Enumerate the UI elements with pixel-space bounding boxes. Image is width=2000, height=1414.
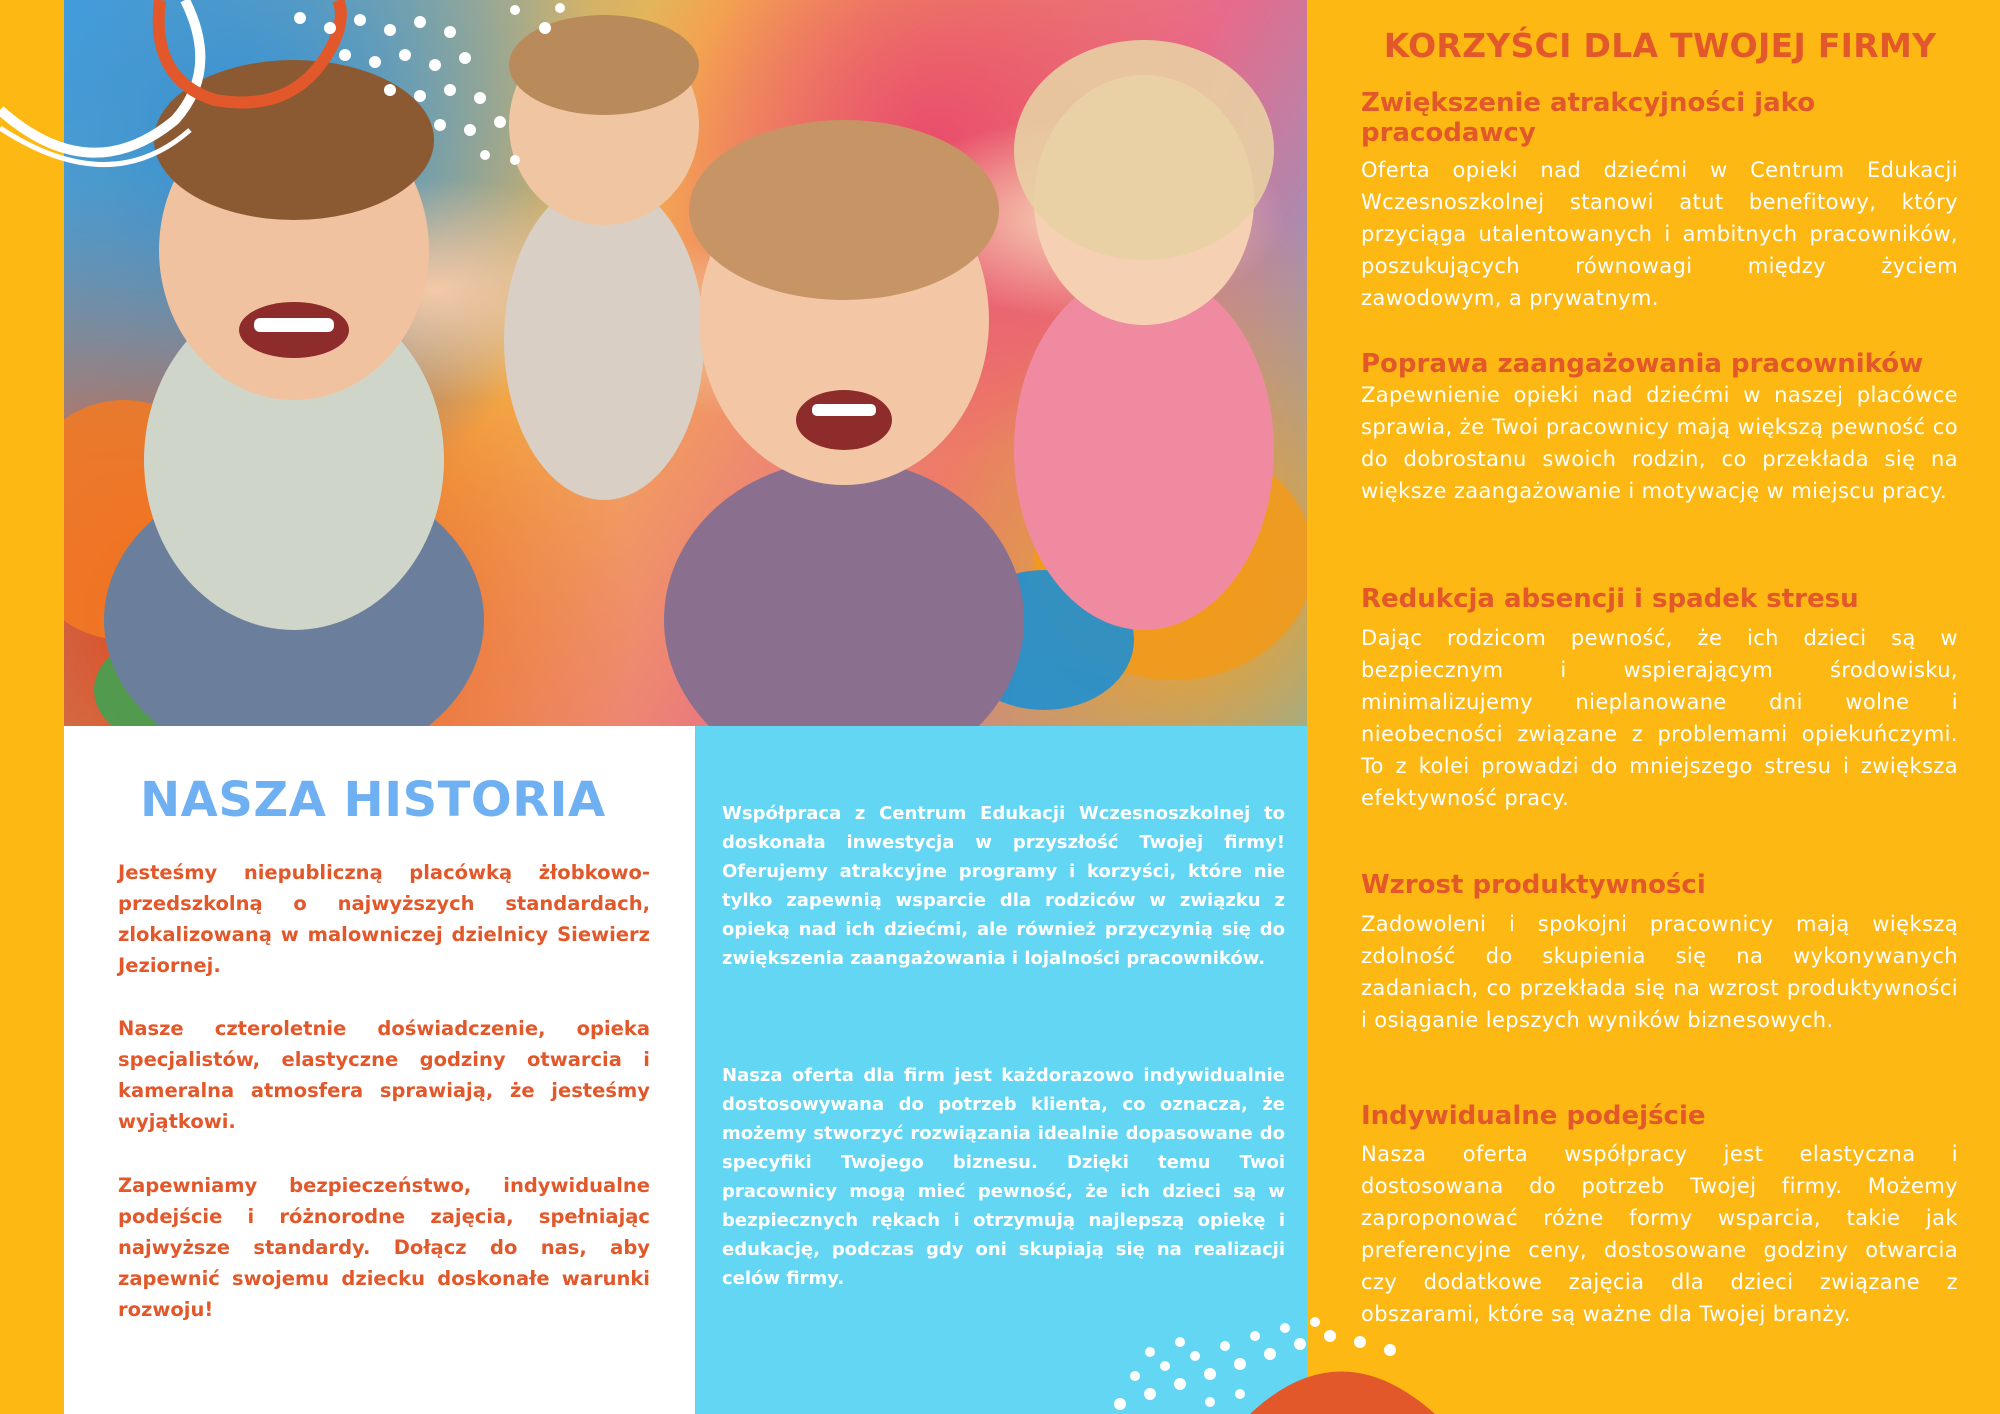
history-title: NASZA HISTORIA [140,772,606,828]
benefit-heading-2: Poprawa zaangażowania pracowników [1361,349,1924,379]
benefit-body-4: Zadowoleni i spokojni pracownicy mają większą zdolność do skupienia się na wykonywanych zadaniach, co przekłada się na wzrost produktywności i osiąganie lepszych wyników biznesowych. [1361,912,1958,1032]
benefit-body-2: Zapewnienie opieki nad dziećmi w naszej placówce sprawia, że Twoi pracownicy mają większą pewność co do dobrostanu swoich rodzin, co przekłada się na większe zaangażowanie i motywację w miejscu pracy. [1361,383,1958,503]
benefit-body-5: Nasza oferta współpracy jest elastyczna i dostosowana do potrzeb Twojej firmy. Możemy zaproponować różne formy wsparcia, takie jak preferencyjne ceny, dostosowane godziny otwarcia czy dodatkowe zajęcia dla dzieci związane z obszarami, które są ważne dla Twojej branży. [1361,1142,1958,1326]
benefit-heading-4: Wzrost produktywności [1361,870,1706,900]
history-paragraph-2: Nasze czteroletnie doświadczenie, opieka specjalistów, elastyczne godziny otwarcia i kameralna atmosfera sprawiają, że jesteśmy wyjątkowi. [118,1017,650,1133]
benefit-body-3: Dając rodzicom pewność, że ich dzieci są w bezpiecznym i wspierającym środowisku, minimalizujemy nieplanowane dni wolne i nieobecności związane z problemami opiekuńczymi. To z kolei prowadzi do mniejszego stresu i zwiększa efektywność pracy. [1361,626,1958,810]
photo-illustration [64,0,1307,726]
benefit-body-1: Oferta opieki nad dziećmi w Centrum Edukacji Wczesnoszkolnej stanowi atut benefitowy, który przyciąga utalentowanych i ambitnych pracowników, poszukujących równowagi między życiem zawodowym, a prywatnym. [1361,158,1958,310]
benefits-title: KORZYŚCI DLA TWOJEJ FIRMY [1383,26,1937,65]
history-paragraph-3: Zapewniamy bezpieczeństwo, indywidualne podejście i różnorodne zajęcia, spełniając najwyższe standardy. Dołącz do nas, aby zapewnić swojemu dziecku doskonałe warunki rozwoju! [118,1174,650,1321]
benefit-heading-3: Redukcja absencji i spadek stresu [1361,584,1859,614]
left-yellow-strip [0,0,64,1414]
children-playing-photo [64,0,1307,726]
benefit-heading-1: Zwiększenie atrakcyjności jako pracodawcy [1361,88,1816,148]
benefit-heading-5: Indywidualne podejście [1361,1101,1706,1131]
history-paragraph-1: Jesteśmy niepubliczną placówką żłobkowo-przedszkolną o najwyższych standardach, zlokalizowaną w malowniczej dzielnicy Siewierz Jeziornej. [118,861,650,977]
cooperation-paragraph-2: Nasza oferta dla firm jest każdorazowo indywidualnie dostosowywana do potrzeb klienta, co oznacza, że możemy stworzyć rozwiązania idealnie dopasowane do specyfiki Twojego biznesu. Dzięki temu Twoi pracownicy mogą mieć pewność, że ich dzieci są w bezpiecznych rękach i otrzymują najlepszą opiekę i edukację, podczas gdy oni skupiają się na realizacji celów firmy. [722,1065,1285,1289]
cooperation-paragraph-1: Współpraca z Centrum Edukacji Wczesnoszkolnej to doskonała inwestycja w przyszłość Twojej firmy! Oferujemy atrakcyjne programy i korzyści, które nie tylko zapewnią wsparcie dla rodziców w związku z opieką nad ich dziećmi, ale również przyczynią się do zwiększenia zaangażowania i lojalności pracowników. [722,803,1285,969]
